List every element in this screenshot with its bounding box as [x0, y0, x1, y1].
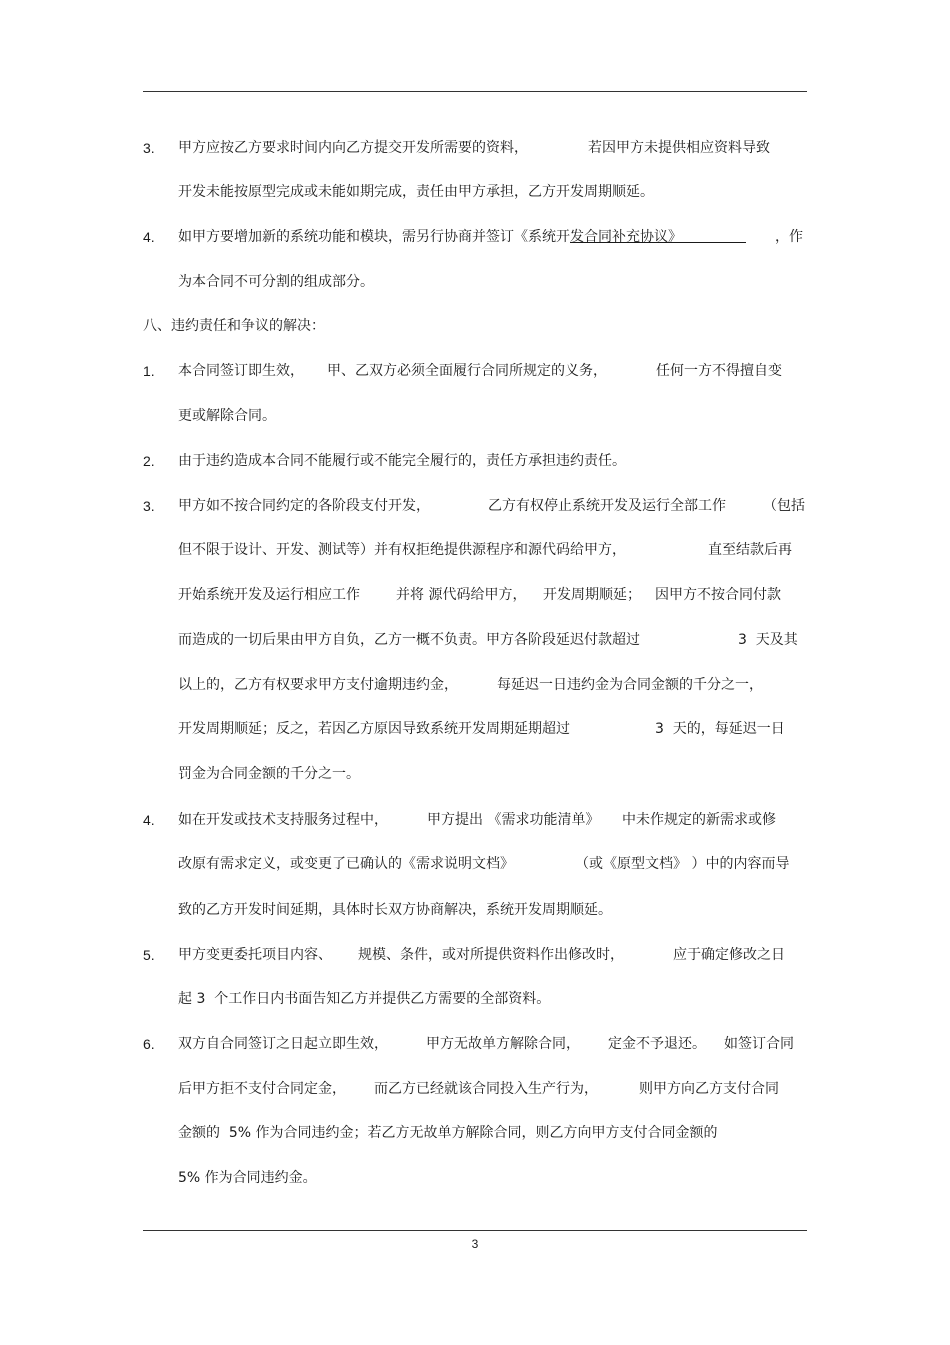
section-item-6-l2-c: 则甲方向乙方支付合同	[639, 1081, 779, 1097]
section-item-3-l2-a: 但不限于设计、开发、测试等）并有权拒绝提供源程序和源代码给甲方，	[178, 542, 626, 558]
section-item-2-text: 由于违约造成本合同不能履行或不能完全履行的，责任方承担违约责任。	[178, 453, 626, 469]
item-4-underlined-title: 发合同补充协议》	[570, 229, 682, 245]
section-item-5-l1-b: 规模、条件，或对所提供资料作出修改时，	[358, 947, 624, 963]
item-3-text-b: 若因甲方未提供相应资料导致	[588, 140, 770, 156]
section-item-3-l3-b: 并将 源代码给甲方，	[396, 587, 527, 603]
section-item-3-number: 3.	[143, 498, 155, 514]
section-item-1-text-a: 本合同签订即生效，	[178, 363, 304, 379]
section-item-6-l2-a: 后甲方拒不支付合同定金，	[178, 1081, 346, 1097]
section-item-3-l4-a: 而造成的一切后果由甲方自负，乙方一概不负责。甲方各阶段延迟付款超过	[178, 632, 640, 648]
section-item-3-l2-b: 直至结款后再	[708, 542, 792, 558]
section-item-3-l1-a: 甲方如不按合同约定的各阶段支付开发，	[178, 498, 430, 514]
blank-underline	[682, 227, 746, 243]
page-number: 3	[471, 1237, 479, 1251]
section-item-6-l2-b: 而乙方已经就该合同投入生产行为，	[374, 1081, 598, 1097]
item-3-text-line2: 开发未能按原型完成或未能如期完成，责任由甲方承担，乙方开发周期顺延。	[178, 184, 654, 200]
section-item-3-l1-c: （包括	[763, 498, 805, 514]
section-item-6-l3: 金额的 5% 作为合同违约金；若乙方无故单方解除合同，则乙方向甲方支付合同金额的	[178, 1125, 718, 1141]
item-4-text-line2: 为本合同不可分割的组成部分。	[178, 274, 374, 290]
item-3-number: 3.	[143, 140, 155, 156]
section-item-3-l6-a: 开发周期顺延；反之，若因乙方原因导致系统开发周期延期超过	[178, 721, 570, 737]
section-item-1-text-line2: 更或解除合同。	[178, 408, 276, 424]
section-item-5-l1-a: 甲方变更委托项目内容、	[178, 947, 332, 963]
item-4-text-a	[178, 227, 746, 247]
section-item-1-text-c: 任何一方不得擅自变	[656, 363, 782, 379]
item-4-number: 4.	[143, 229, 155, 245]
section-item-4-l1-a: 如在开发或技术支持服务过程中，	[178, 812, 388, 828]
item-3-text-a: 甲方应按乙方要求时间内向乙方提交开发所需要的资料，	[178, 140, 528, 156]
section-item-6-l1-b: 甲方无故单方解除合同，	[426, 1036, 580, 1052]
section-heading: 八、违约责任和争议的解决：	[143, 318, 325, 334]
item-4-text-a-plain: 如甲方要增加新的系统功能和模块，需另行协商并签订《系统开	[178, 229, 570, 245]
section-item-3-l3-d: 因甲方不按合同付款	[655, 587, 781, 603]
section-item-4-l3: 致的乙方开发时间延期，具体时长双方协商解决，系统开发周期顺延。	[178, 902, 612, 918]
section-item-5-l2: 起 3 个工作日内书面告知乙方并提供乙方需要的全部资料。	[178, 991, 551, 1007]
section-item-1-number: 1.	[143, 363, 155, 379]
section-item-5-l1-c: 应于确定修改之日	[673, 947, 785, 963]
section-item-3-l6-b: 3 天的，每延迟一日	[655, 721, 785, 737]
section-item-4-l1-b: 甲方提出 《需求功能清单》	[427, 812, 600, 828]
section-item-3-l1-b: 乙方有权停止系统开发及运行全部工作	[488, 498, 726, 514]
section-item-6-l1-a: 双方自合同签订之日起立即生效，	[178, 1036, 388, 1052]
section-item-4-l2-b: （或《原型文档》 ）中的内容而导	[575, 856, 790, 872]
section-item-3-l5-a: 以上的，乙方有权要求甲方支付逾期违约金，	[178, 677, 458, 693]
section-item-6-l4: 5% 作为合同违约金。	[178, 1170, 317, 1186]
section-item-4-l1-c: 中未作规定的新需求或修	[622, 812, 776, 828]
section-item-6-l1-c: 定金不予退还。	[608, 1036, 706, 1052]
header-rule	[143, 91, 807, 92]
section-item-3-l7: 罚金为合同金额的千分之一。	[178, 766, 360, 782]
section-item-6-l1-d: 如签订合同	[724, 1036, 794, 1052]
section-item-3-l5-b: 每延迟一日违约金为合同金额的千分之一，	[497, 677, 763, 693]
section-item-3-l4-b: 3 天及其	[738, 632, 798, 648]
item-4-text-b: ，作	[775, 229, 803, 245]
footer-rule	[143, 1230, 807, 1231]
section-item-2-number: 2.	[143, 453, 155, 469]
section-item-3-l3-c: 开发周期顺延；	[543, 587, 641, 603]
section-item-3-l3-a: 开始系统开发及运行相应工作	[178, 587, 360, 603]
section-item-6-number: 6.	[143, 1036, 155, 1052]
section-item-4-l2-a: 改原有需求定义，或变更了已确认的《需求说明文档》	[178, 856, 514, 872]
section-item-5-number: 5.	[143, 947, 155, 963]
section-item-1-text-b: 甲、乙双方必须全面履行合同所规定的义务，	[327, 363, 607, 379]
section-item-4-number: 4.	[143, 812, 155, 828]
